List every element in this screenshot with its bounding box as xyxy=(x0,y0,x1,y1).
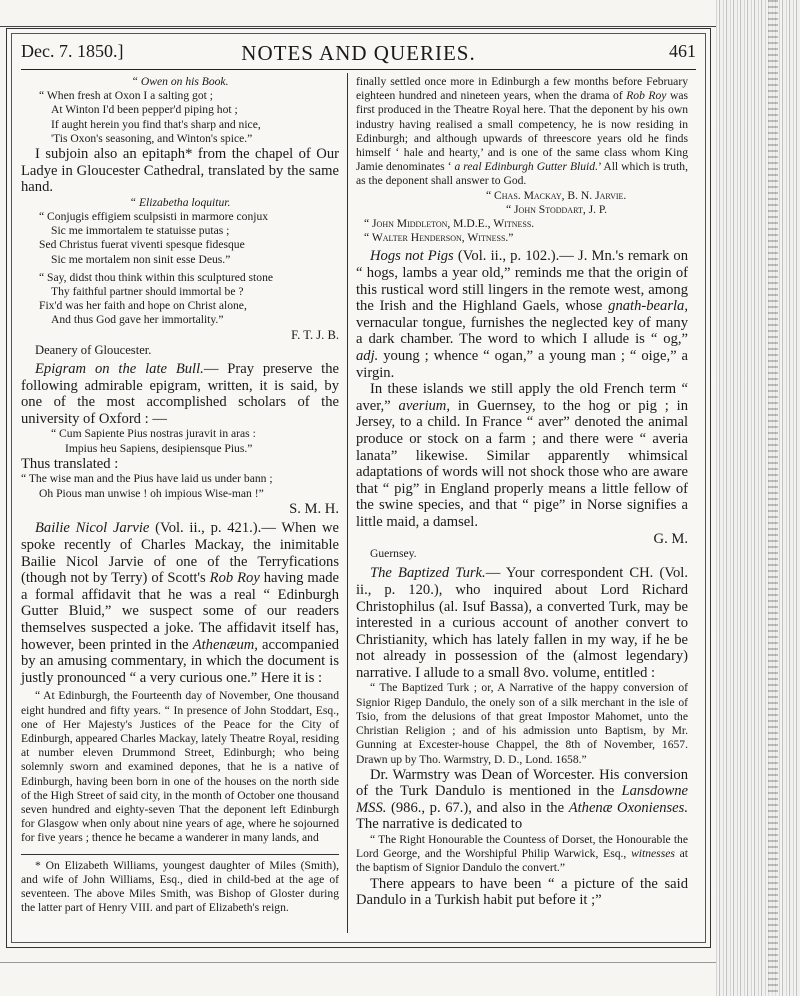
footnote: * On Elizabeth Williams, youngest daughter of Miles (Smith), and wife of John Williams, Esq., died in child-bed at the age of seventeen. The above Miles Smith, was Bishop of Gloster during the latter part of Henry VIII. and part of Elizabeth's reign. xyxy=(21,858,339,915)
epitaph-title: “ Elizabetha loquitur. xyxy=(129,195,231,209)
signature-smh: S. M. H. xyxy=(289,500,339,517)
signatory-line: “ Chas. Mackay, B. N. Jarvie. xyxy=(486,188,627,202)
header-title: NOTES AND QUERIES. xyxy=(241,41,476,65)
english-line: Thy faithful partner should immortal be ? xyxy=(51,285,244,299)
footnote-rule xyxy=(21,854,339,855)
hogs-paragraph-2: In these islands we still apply the old French term “ aver,” averium, in Guernsey, to the hog or pig ; in Jersey, to a child. In France “ aver” denoted the animal produce or stock on a farm ; and there were “ averia lanata” likewise. Similar apparently whimsical adaptations of words will not shock those who are aware that “ pig” in England properly means a little fellow of the swine species, and that “ pige” in Norse signifies a little maid, a damsel. xyxy=(356,381,688,530)
scan-margin-strip xyxy=(716,0,800,996)
bailie-paragraph: Bailie Nicol Jarvie (Vol. ii., p. 421.).— When we spoke recently of Charles Mackay, the inimitable Bailie Nicol Jarvie of one of the Terryfications (though not by Terry) of Scott's Rob Roy having made a formal affidavit that he was a real “ Edinburgh Gutter Bluid,” we suspect some of our readers themselves suspected a joke. The affidavit itself has, however, been printed in the Athenæum, accompanied by an amusing commentary, in which the document is justly pronounced “ a very curious one.” Here it is : xyxy=(21,520,339,686)
right-column xyxy=(356,75,688,909)
column-rule xyxy=(347,73,348,933)
dedication-quote: “ The Right Honourable the Countess of Dorset, the Honourable the Lord George, and the Worshipful Philip Warwick, Esq., witnesses at the baptism of Signior Dandulo the convert.” xyxy=(356,833,688,875)
epigram-latin-line: Impius heu Sapiens, desipiensque Pius.” xyxy=(65,441,253,455)
final-paragraph: There appears to have been “ a picture of the said Dandulo in a Turkish habit put before it ;” xyxy=(356,875,688,909)
verse-title: “ Owen on his Book. xyxy=(131,75,229,88)
epitaph-intro: I subjoin also an epitaph* from the chapel of Our Ladye in Gloucester Cathedral, translated by the same hand. xyxy=(21,146,339,196)
header-date: Dec. 7. 1850.] xyxy=(21,41,124,61)
turk-heading: The Baptized Turk. xyxy=(370,565,486,582)
epigram-latin-line: “ Cum Sapiente Pius nostras juravit in aras : xyxy=(51,427,256,441)
verse-line: At Winton I'd been pepper'd piping hot ; xyxy=(51,103,238,117)
signatory-line: “ John Stoddart, J. P. xyxy=(506,202,607,216)
page-number: 461 xyxy=(669,41,696,61)
translated-label: Thus translated : xyxy=(21,455,119,472)
translation-line: “ The wise man and the Pius have laid us under bann ; xyxy=(21,472,273,486)
scan-top-edge xyxy=(0,26,716,27)
left-column xyxy=(21,75,339,915)
scan-margin-strip-dark xyxy=(768,0,778,996)
bailie-heading: Bailie Nicol Jarvie xyxy=(35,520,150,537)
affidavit-continuation: finally settled once more in Edinburgh a few months before February eighteen hundred and nineteen years, when the drama of Rob Roy was first produced in the Theatre Royal here. That the deponent by his own industry having realised a small competency, he is now residing in Edinburgh; and although upwards of threescore years old he finds himself ‘ hale and hearty,’ and is one of the same class whom King Jamie denominates ‘ a real Edinburgh Gutter Bluid.’ All which is truth, as the deponent shall answer to God. xyxy=(356,75,689,188)
verse-line: If aught herein you find that's sharp and nice, xyxy=(51,117,261,131)
latin-line: Sed Christus fuerat viventi spesque fidesque xyxy=(39,238,245,252)
guernsey-line: Guernsey. xyxy=(370,547,417,561)
latin-line: Sic me mortalem non sinit esse Deus.” xyxy=(51,252,231,266)
warmstry-paragraph: Dr. Warmstry was Dean of Worcester. His conversion of the Turk Dandulo is mentioned in the Lansdowne MSS. (986., p. 67.), and also in the Athenæ Oxonienses. The narrative is dedicated to xyxy=(356,766,688,833)
english-line: And thus God gave her immortality.” xyxy=(51,313,224,327)
hogs-paragraph: Hogs not Pigs (Vol. ii., p. 102.).— J. Mn.'s remark on “ hogs, lambs a year old,” reminds me that the origin of this rustical word still lingers in the remote west, among the Irish and the Highland Gaels, whose gnath-bearla, vernacular tongue, furnishes the neglected key of many a dark chamber. The word to which I allude is “ og,” adj. young ; whence “ ogan,” a young man ; “ oige,” a virgin. xyxy=(356,248,688,381)
verse-line: “ When fresh at Oxon I a salting got ; xyxy=(39,89,213,103)
epigram-heading: Epigram on the late Bull. xyxy=(35,361,204,378)
running-header xyxy=(21,39,696,70)
turk-quote: “ The Baptized Turk ; or, A Narrative of the happy conversion of Signior Rigep Dandulo, the onely son of a silk merchant in the isle of Tsio, from the delusions of that great Impostor Mahomet, unto the Christian Religion ; and of his admission unto Baptism, by Mr. Gunning at Excester-house Chappel, the 8th of November, 1657. Drawn up by Tho. Warmstry, D. D., Lond. 1658.” xyxy=(356,681,688,766)
verse-line: 'Tis Oxon's seasoning, and Winton's spice.” xyxy=(51,131,253,145)
affidavit-text: “ At Edinburgh, the Fourteenth day of November, One thousand eight hundred and fifty years. “ In presence of John Stoddart, Esq., one of Her Majesty's Justices of the Peace for the City of Edinburgh, appeared Charles Mackay, lately Theatre Royal, residing at number eleven Drummond Street, Edinburgh; who being solemnly sworn and examined depones, that he is a native of Edinburgh, having been born in one of the houses on the north side of the High Street of said city, in the month of October one thousand seven hundred and eighty-seven That the deponent left Edinburgh for Glasgow when only about nine years of age, where he sojourned for five years ; thence he became a wanderer in many lands, and xyxy=(21,689,340,845)
english-line: Fix'd was her faith and hope on Christ alone, xyxy=(39,299,247,313)
latin-line: “ Conjugis effigiem sculpsisti in marmore conjux xyxy=(39,210,269,223)
deanery-line: Deanery of Gloucester. xyxy=(35,342,152,357)
scan-bottom-edge xyxy=(0,962,716,963)
translation-line: Oh Pious man unwise ! oh impious Wise-man !” xyxy=(39,486,264,500)
latin-line: Sic me immortalem te statuisse putas ; xyxy=(51,224,230,238)
witness-line: “ Walter Henderson, Witness.” xyxy=(364,231,514,245)
turk-paragraph: The Baptized Turk.— Your correspondent CH. (Vol. ii., p. 120.), who inquired about Lord Richard Christophilus (al. Isuf Bassa), a converted Turk, may be interested in a curious account of another convert to Christianity, which has lately fallen in my way, if he be not already in possession of the (almost legendary) narrative. I allude to a small 8vo. volume, entitled : xyxy=(356,565,688,681)
signature-gm: G. M. xyxy=(653,530,688,547)
hogs-heading: Hogs not Pigs xyxy=(370,248,454,265)
epigram-paragraph: Epigram on the late Bull.— Pray preserve the following admirable epigram, written, it is said, by one of the most accomplished scholars of the university of Oxford : — xyxy=(21,361,339,427)
english-line: “ Say, didst thou think within this sculptured stone xyxy=(39,270,274,284)
signature-ftjb: F. T. J. B. xyxy=(291,327,339,342)
journal-page xyxy=(6,28,711,948)
witness-line: “ John Middleton, M.D.E., Witness. xyxy=(364,217,535,231)
